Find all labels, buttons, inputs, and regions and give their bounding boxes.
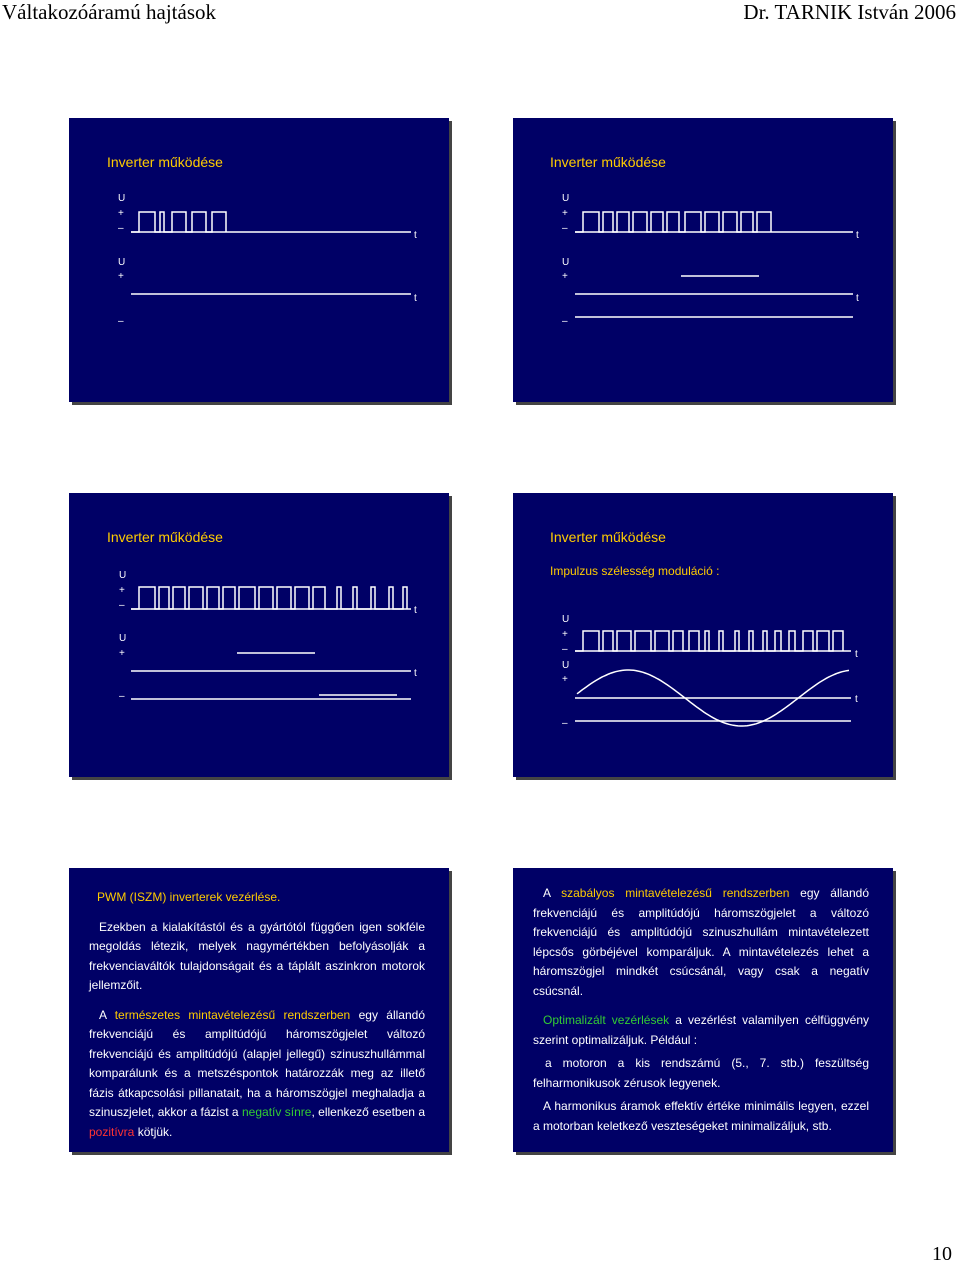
slide-title: Inverter működése [107, 154, 223, 170]
slide-heading: PWM (ISZM) inverterek vezérlése. [97, 890, 281, 904]
axis-label-u: U [562, 614, 570, 625]
slide-title: Inverter működése [550, 529, 666, 545]
axis-label-minus: – [119, 600, 125, 611]
axis-label-u: U [119, 570, 127, 581]
paragraph: Optimalizált vezérlések a vezérlést valamilyen célfüggvény szerint optimalizáljuk. Például : [533, 1013, 870, 1047]
axis-label-minus: – [562, 223, 568, 234]
pulse-waveform-diagram [69, 118, 449, 402]
axis-label-minus: – [562, 644, 568, 655]
paragraph: A természetes mintavételezésű rendszerben egy állandó frekvenciájú és amplitúdójú háromszögjelet változó frekvenciájú és amplitúdójú (alapjel jellegű) szinuszhullámmal komparálunk és a metszéspontok határozzák meg az illető fázis átkapcsolási pillanatait, ha a háromszögjel meghaladja a szinuszjelet, akkor a fázist a negatív sínre, ellenkező esetben a pozitívra kötjük. [89, 1007, 426, 1139]
axis-label-u: U [118, 193, 126, 204]
page-number: 10 [932, 1243, 952, 1265]
slide-text-block [533, 884, 869, 1146]
axis-label-u: U [562, 257, 570, 268]
axis-label-plus: + [562, 629, 568, 640]
axis-label-t: t [856, 293, 859, 304]
axis-label-minus: – [562, 718, 568, 729]
slide-subtitle: Impulzus szélesség moduláció : [550, 564, 720, 578]
slide-4 [513, 493, 893, 777]
slide-text-block [89, 888, 425, 1152]
axis-label-u: U [562, 660, 570, 671]
pulse-waveform-diagram [69, 493, 449, 777]
slide-6 [513, 868, 893, 1152]
axis-label-plus: + [118, 208, 124, 219]
highlight-term: szabályos mintavételezésű rendszerben [561, 886, 790, 900]
axis-label-t: t [856, 230, 859, 241]
axis-label-plus: + [562, 674, 568, 685]
axis-label-plus: + [119, 585, 125, 596]
axis-label-plus: + [562, 271, 568, 282]
axis-label-minus: – [119, 691, 125, 702]
slide-title: Inverter működése [107, 529, 223, 545]
slide-3 [69, 493, 449, 777]
highlight-term: pozitívra [89, 1124, 135, 1139]
axis-label-u: U [119, 633, 127, 644]
axis-label-t: t [414, 605, 417, 616]
highlight-term: Optimalizált vezérlések [543, 1013, 670, 1027]
paragraph: A szabályos mintavételezésű rendszerben egy állandó frekvenciájú és amplitúdójú háromszögjelet a változó frekvenciájú és amplitúdójú szinuszhullám mintavételezett lépcsős görbéjével komparáljuk. A mintavételezés lehet a háromszögjel mindkét csúcsánál, vagy csak a negatív csúcsnál. [533, 886, 869, 998]
axis-label-t: t [414, 230, 417, 241]
axis-label-t: t [855, 694, 858, 705]
paragraph: a motoron a kis rendszámú (5., 7. stb.) feszültség felharmonikusok zérusok legyenek. [533, 1056, 869, 1090]
paragraph: A harmonikus áramok effektív értéke minimális legyen, ezzel a motorban keletkező veszteségeket minimalizáljuk, stb. [533, 1099, 869, 1133]
pulse-waveform-diagram [513, 118, 893, 402]
pwm-sine-diagram [513, 493, 893, 777]
axis-label-u: U [118, 257, 126, 268]
slide-2 [513, 118, 893, 402]
axis-label-plus: + [119, 648, 125, 659]
axis-label-minus: – [118, 223, 124, 234]
header-author: Dr. TARNIK István 2006 [743, 0, 956, 24]
highlight-term: természetes mintavételezésű rendszerben [114, 1007, 351, 1022]
axis-label-t: t [855, 649, 858, 660]
axis-label-plus: + [562, 208, 568, 219]
highlight-term: negatív sínre [242, 1105, 312, 1119]
slide-1 [69, 118, 449, 402]
axis-label-plus: + [118, 271, 124, 282]
header-title: Váltakozóáramú hajtások [2, 0, 216, 24]
axis-label-u: U [562, 193, 570, 204]
paragraph: Ezekben a kialakítástól és a gyártótól függően igen sokféle megoldás létezik, melyek nagymértékben befolyásolják a frekvenciaváltók tulajdonságait és a táplált aszinkron motorok jellemzőit. [89, 919, 425, 992]
slide-title: Inverter működése [550, 154, 666, 170]
axis-label-minus: – [562, 316, 568, 327]
axis-label-t: t [414, 668, 417, 679]
axis-label-minus: – [118, 316, 124, 327]
slide-5 [69, 868, 449, 1152]
axis-label-t: t [414, 293, 417, 304]
